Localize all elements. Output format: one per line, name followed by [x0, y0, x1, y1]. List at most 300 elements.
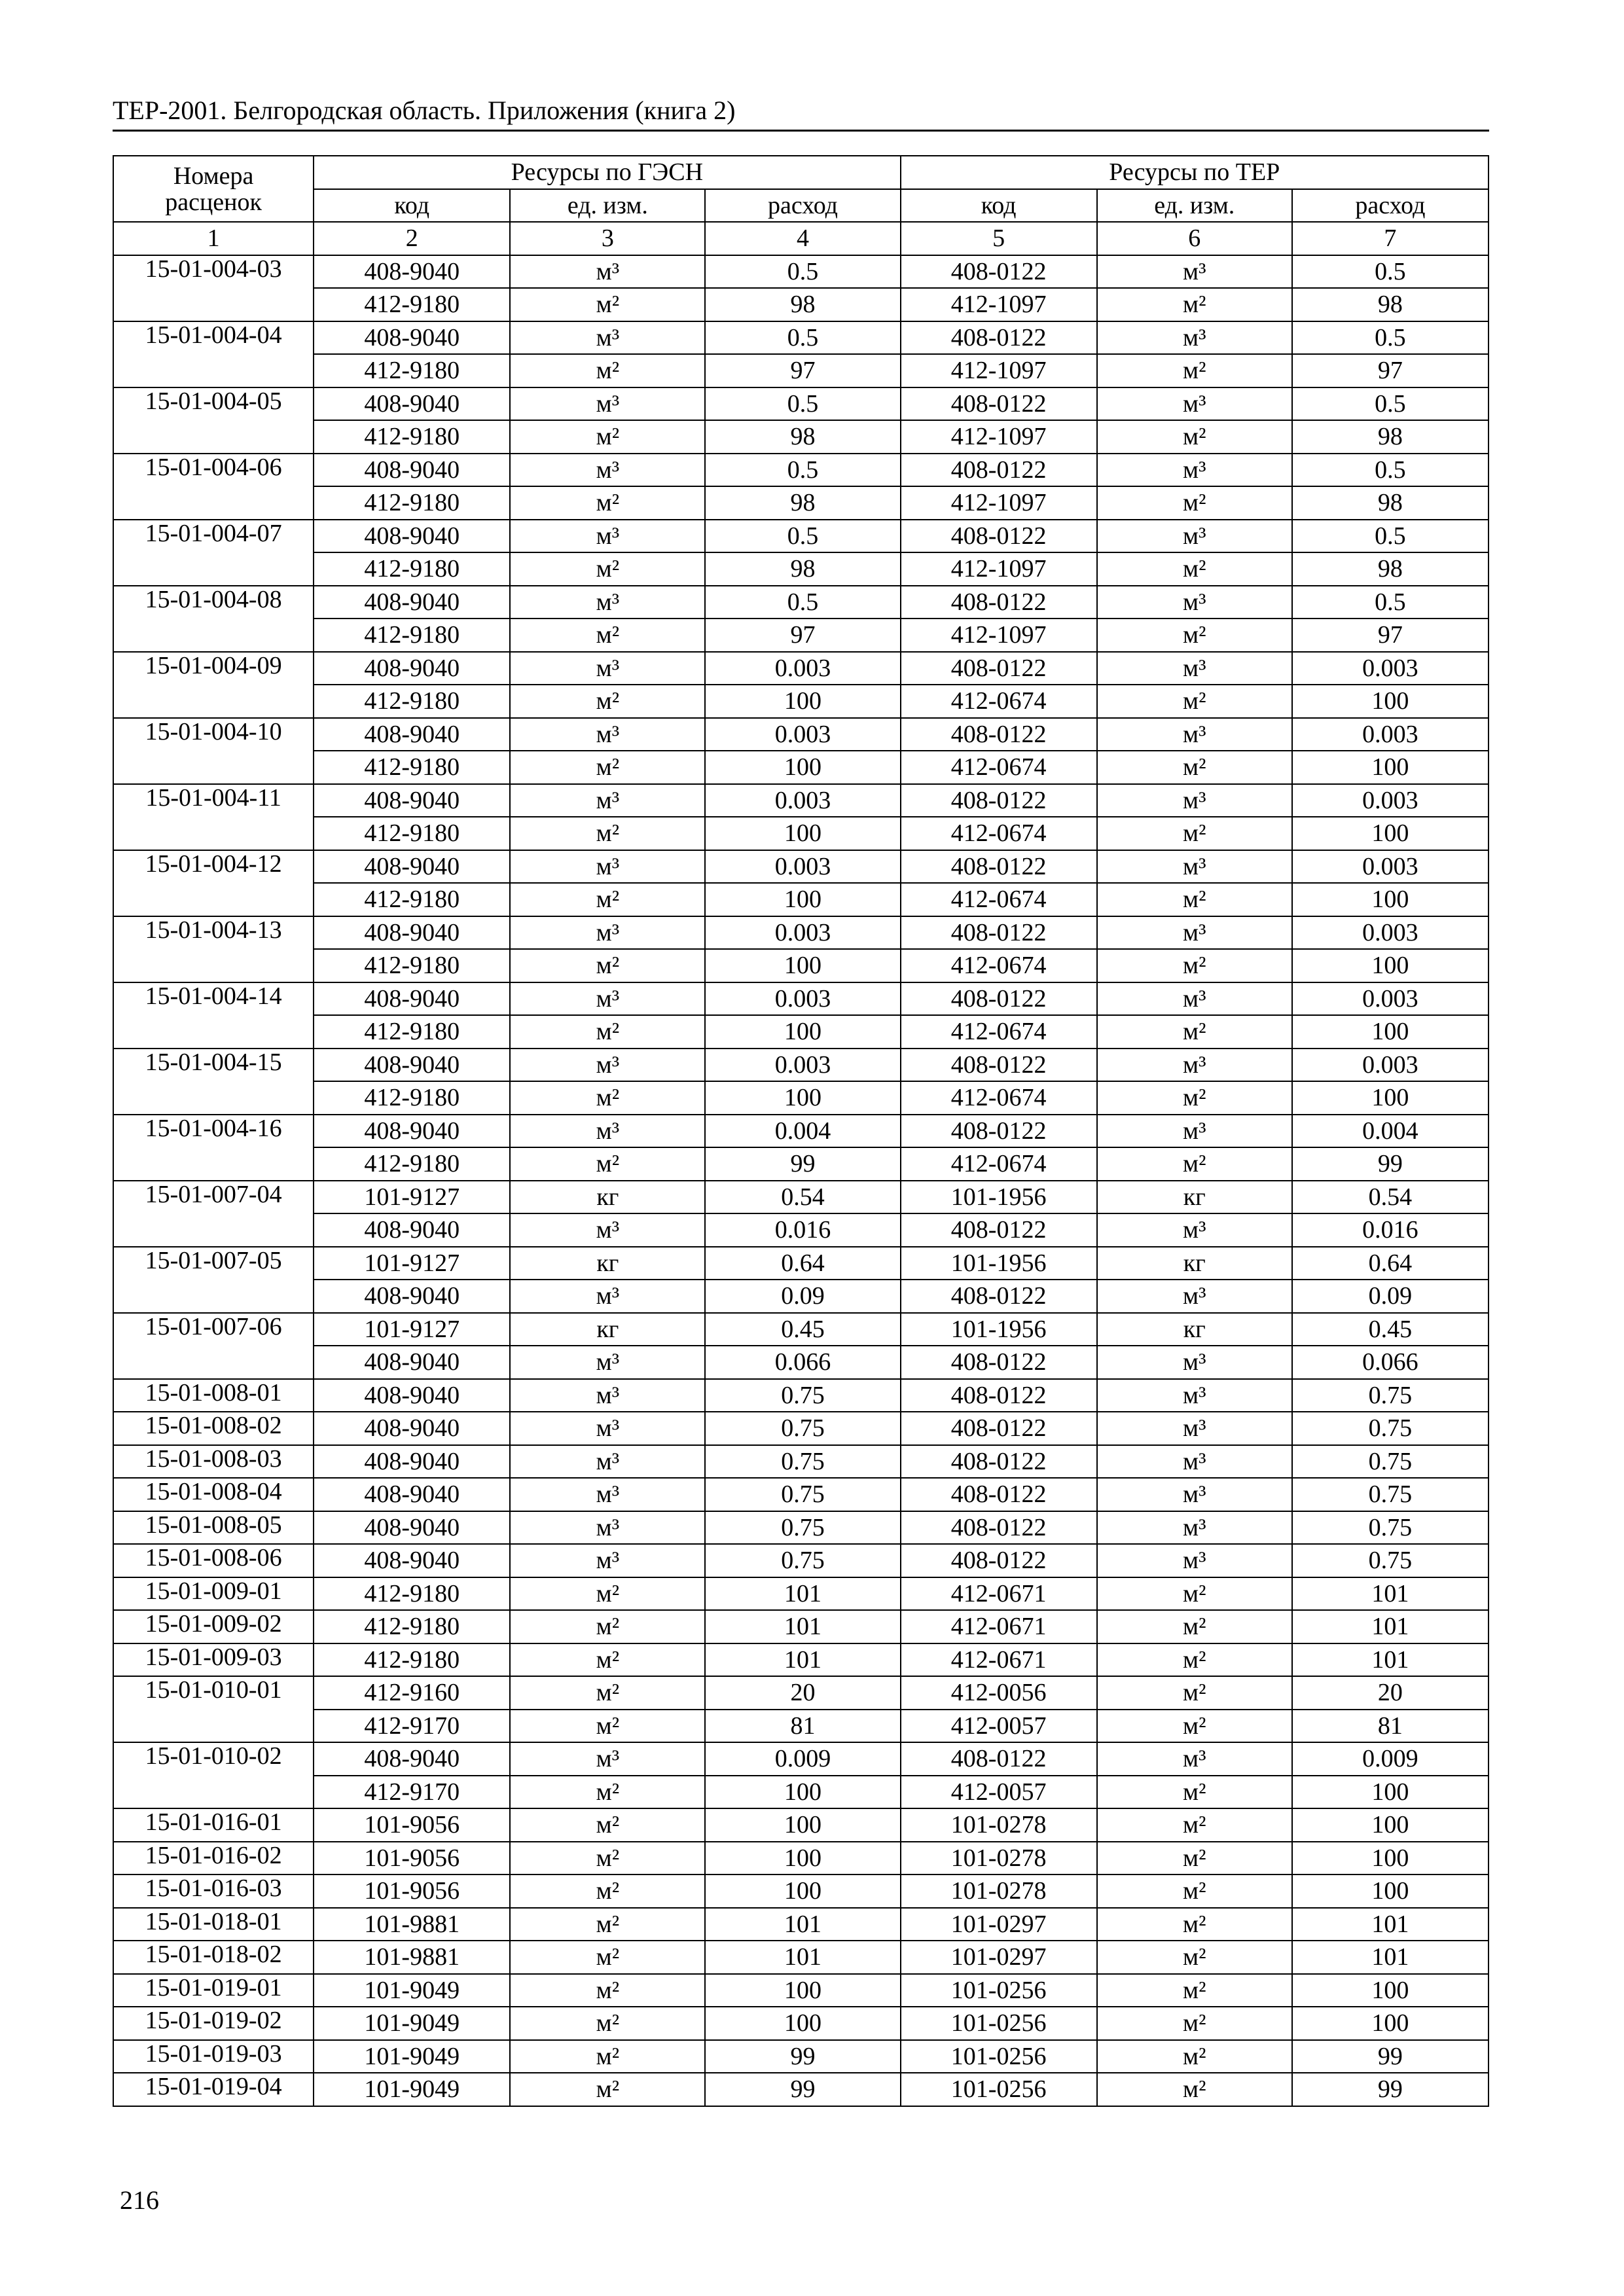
- gesn-consumption-cell: 0.54: [705, 1181, 900, 1214]
- ter-consumption-cell: 97: [1292, 619, 1489, 652]
- ter-consumption-cell: 101: [1292, 1908, 1489, 1941]
- gesn-code-cell: 412-9180: [314, 751, 510, 784]
- gesn-consumption-cell: 0.003: [705, 850, 900, 884]
- ter-code-cell: 408-0122: [901, 1478, 1097, 1511]
- gesn-consumption-cell: 100: [705, 1776, 900, 1809]
- ter-consumption-cell: 99: [1292, 2040, 1489, 2073]
- ter-code-cell: 412-1097: [901, 552, 1097, 586]
- gesn-code-cell: 101-9127: [314, 1313, 510, 1346]
- gesn-unit-cell: м³: [510, 1478, 705, 1511]
- gesn-consumption-cell: 98: [705, 288, 900, 321]
- ter-code-cell: 408-0122: [901, 1213, 1097, 1247]
- ter-code-cell: 408-0122: [901, 850, 1097, 884]
- ter-code-cell: 408-0122: [901, 586, 1097, 619]
- gesn-unit-cell: м²: [510, 1808, 705, 1842]
- gesn-consumption-cell: 101: [705, 1941, 900, 1974]
- ter-unit-cell: м³: [1097, 586, 1292, 619]
- gesn-consumption-cell: 0.5: [705, 255, 900, 289]
- ter-code-cell: 412-0674: [901, 949, 1097, 982]
- ter-code-cell: 101-0256: [901, 2007, 1097, 2040]
- ter-code-cell: 408-0122: [901, 1379, 1097, 1412]
- column-number-row: [113, 222, 1489, 255]
- gesn-consumption-cell: 97: [705, 354, 900, 387]
- ter-unit-cell: м³: [1097, 1115, 1292, 1148]
- gesn-consumption-cell: 0.45: [705, 1313, 900, 1346]
- ter-unit-cell: м²: [1097, 354, 1292, 387]
- table-row: [113, 1049, 1489, 1082]
- gesn-code-cell: 408-9040: [314, 1115, 510, 1148]
- ter-consumption-cell: 100: [1292, 949, 1489, 982]
- gesn-code-cell: 101-9881: [314, 1941, 510, 1974]
- table-row: [113, 255, 1489, 289]
- ter-unit-cell: м³: [1097, 1412, 1292, 1445]
- gesn-code-cell: 101-9881: [314, 1908, 510, 1941]
- ter-consumption-cell: 0.64: [1292, 1247, 1489, 1280]
- gesn-code-cell: 412-9170: [314, 1776, 510, 1809]
- ter-unit-cell: м²: [1097, 1974, 1292, 2007]
- ter-code-cell: 101-1956: [901, 1181, 1097, 1214]
- gesn-code-cell: 412-9180: [314, 354, 510, 387]
- ter-code-cell: 101-0278: [901, 1842, 1097, 1875]
- gesn-code-cell: 412-9180: [314, 486, 510, 520]
- gesn-consumption-cell: 0.09: [705, 1280, 900, 1313]
- ter-unit-cell: м²: [1097, 1874, 1292, 1908]
- gesn-unit-cell: м²: [510, 2007, 705, 2040]
- ter-consumption-cell: 0.5: [1292, 255, 1489, 289]
- rate-number-cell: 15-01-019-04: [113, 2073, 314, 2106]
- table-row: [113, 1147, 1489, 1181]
- table-row: [113, 718, 1489, 751]
- gesn-consumption-cell: 0.003: [705, 652, 900, 685]
- ter-consumption-cell: 100: [1292, 817, 1489, 850]
- ter-consumption-cell: 101: [1292, 1643, 1489, 1677]
- table-row: [113, 1676, 1489, 1710]
- ter-consumption-cell: 0.016: [1292, 1213, 1489, 1247]
- rate-number-cell: 15-01-009-02: [113, 1610, 314, 1643]
- ter-code-cell: 101-0297: [901, 1908, 1097, 1941]
- gesn-unit-cell: м²: [510, 2073, 705, 2106]
- gesn-unit-cell: м³: [510, 387, 705, 421]
- gesn-unit-cell: м²: [510, 1577, 705, 1611]
- gesn-consumption-cell: 0.009: [705, 1742, 900, 1776]
- gesn-code-cell: 408-9040: [314, 520, 510, 553]
- ter-consumption-cell: 0.75: [1292, 1478, 1489, 1511]
- table-row: [113, 454, 1489, 487]
- rate-number-cell: 15-01-008-01: [113, 1379, 314, 1412]
- ter-consumption-cell: 98: [1292, 288, 1489, 321]
- gesn-unit-cell: м³: [510, 520, 705, 553]
- ter-unit-cell: м³: [1097, 1445, 1292, 1479]
- ter-consumption-cell: 0.003: [1292, 652, 1489, 685]
- gesn-unit-cell: м³: [510, 454, 705, 487]
- ter-code-cell: 412-0671: [901, 1577, 1097, 1611]
- header-rule: [113, 130, 1489, 132]
- table-row: [113, 1081, 1489, 1115]
- ter-consumption-cell: 0.5: [1292, 586, 1489, 619]
- column-number: 1: [113, 222, 314, 255]
- table-row: [113, 1710, 1489, 1743]
- gesn-consumption-cell: 100: [705, 1974, 900, 2007]
- ter-unit-cell: м²: [1097, 949, 1292, 982]
- ter-unit-cell: м³: [1097, 1379, 1292, 1412]
- gesn-unit-cell: м²: [510, 1941, 705, 1974]
- gesn-unit-cell: м³: [510, 652, 705, 685]
- ter-unit-cell: м³: [1097, 1511, 1292, 1545]
- ter-code-cell: 101-0256: [901, 2073, 1097, 2106]
- ter-unit-cell: м²: [1097, 288, 1292, 321]
- running-header: ТЕР-2001. Белгородская область. Приложения (книга 2): [113, 96, 736, 125]
- gesn-code-cell: 101-9049: [314, 2073, 510, 2106]
- ter-consumption-cell: 0.75: [1292, 1445, 1489, 1479]
- gesn-consumption-cell: 98: [705, 486, 900, 520]
- ter-code-cell: 412-0057: [901, 1710, 1097, 1743]
- gesn-code-cell: 412-9170: [314, 1710, 510, 1743]
- ter-code-cell: 412-0674: [901, 1081, 1097, 1115]
- ter-consumption-cell: 0.003: [1292, 916, 1489, 950]
- gesn-consumption-cell: 99: [705, 2073, 900, 2106]
- table-row: [113, 520, 1489, 553]
- ter-consumption-cell: 0.5: [1292, 520, 1489, 553]
- rate-number-cell: 15-01-019-03: [113, 2040, 314, 2073]
- gesn-code-cell: 408-9040: [314, 1049, 510, 1082]
- ter-consumption-cell: 100: [1292, 883, 1489, 916]
- ter-consumption-cell: 0.003: [1292, 718, 1489, 751]
- header-ter-consumption: расход: [1292, 189, 1489, 223]
- gesn-consumption-cell: 98: [705, 552, 900, 586]
- ter-unit-cell: кг: [1097, 1313, 1292, 1346]
- table-row: [113, 685, 1489, 718]
- rate-number-cell: 15-01-008-02: [113, 1412, 314, 1445]
- ter-unit-cell: м³: [1097, 321, 1292, 355]
- gesn-consumption-cell: 0.75: [705, 1544, 900, 1577]
- ter-unit-cell: м²: [1097, 1643, 1292, 1677]
- gesn-consumption-cell: 100: [705, 1874, 900, 1908]
- ter-code-cell: 408-0122: [901, 1445, 1097, 1479]
- gesn-code-cell: 408-9040: [314, 1511, 510, 1545]
- gesn-code-cell: 412-9180: [314, 1610, 510, 1643]
- ter-code-cell: 408-0122: [901, 255, 1097, 289]
- rate-number-cell: 15-01-008-03: [113, 1445, 314, 1479]
- table-row: [113, 883, 1489, 916]
- gesn-unit-cell: кг: [510, 1247, 705, 1280]
- ter-consumption-cell: 0.066: [1292, 1346, 1489, 1379]
- ter-consumption-cell: 0.003: [1292, 1049, 1489, 1082]
- ter-unit-cell: м²: [1097, 817, 1292, 850]
- ter-consumption-cell: 99: [1292, 1147, 1489, 1181]
- gesn-consumption-cell: 81: [705, 1710, 900, 1743]
- table-row: [113, 1544, 1489, 1577]
- table-row: [113, 288, 1489, 321]
- gesn-code-cell: 408-9040: [314, 1544, 510, 1577]
- ter-unit-cell: м²: [1097, 2007, 1292, 2040]
- gesn-code-cell: 408-9040: [314, 1478, 510, 1511]
- rate-number-cell: 15-01-018-02: [113, 1941, 314, 1974]
- ter-unit-cell: м²: [1097, 1676, 1292, 1710]
- gesn-code-cell: 101-9049: [314, 2007, 510, 2040]
- ter-code-cell: 412-1097: [901, 288, 1097, 321]
- gesn-consumption-cell: 100: [705, 883, 900, 916]
- gesn-consumption-cell: 0.016: [705, 1213, 900, 1247]
- gesn-code-cell: 408-9040: [314, 1742, 510, 1776]
- gesn-code-cell: 408-9040: [314, 1280, 510, 1313]
- gesn-code-cell: 412-9180: [314, 883, 510, 916]
- ter-code-cell: 408-0122: [901, 982, 1097, 1016]
- gesn-code-cell: 412-9180: [314, 420, 510, 454]
- ter-consumption-cell: 0.75: [1292, 1412, 1489, 1445]
- gesn-code-cell: 412-9180: [314, 619, 510, 652]
- ter-unit-cell: м²: [1097, 1710, 1292, 1743]
- ter-consumption-cell: 0.004: [1292, 1115, 1489, 1148]
- ter-consumption-cell: 0.003: [1292, 982, 1489, 1016]
- gesn-code-cell: 412-9180: [314, 949, 510, 982]
- gesn-consumption-cell: 100: [705, 2007, 900, 2040]
- ter-consumption-cell: 0.09: [1292, 1280, 1489, 1313]
- ter-unit-cell: м²: [1097, 1808, 1292, 1842]
- ter-consumption-cell: 100: [1292, 1842, 1489, 1875]
- gesn-unit-cell: м³: [510, 1346, 705, 1379]
- gesn-unit-cell: м²: [510, 1908, 705, 1941]
- ter-unit-cell: м³: [1097, 1478, 1292, 1511]
- ter-unit-cell: м³: [1097, 1213, 1292, 1247]
- gesn-code-cell: 408-9040: [314, 1379, 510, 1412]
- gesn-code-cell: 101-9049: [314, 2040, 510, 2073]
- rate-number-cell: 15-01-008-05: [113, 1511, 314, 1545]
- header-gesn-resources: Ресурсы по ГЭСН: [314, 156, 900, 189]
- ter-code-cell: 408-0122: [901, 454, 1097, 487]
- column-number: 5: [901, 222, 1097, 255]
- ter-consumption-cell: 100: [1292, 685, 1489, 718]
- gesn-unit-cell: м²: [510, 619, 705, 652]
- table-row: [113, 1280, 1489, 1313]
- ter-unit-cell: м³: [1097, 916, 1292, 950]
- ter-unit-cell: м²: [1097, 552, 1292, 586]
- ter-consumption-cell: 101: [1292, 1577, 1489, 1611]
- column-number: 7: [1292, 222, 1489, 255]
- gesn-consumption-cell: 100: [705, 817, 900, 850]
- rate-number-cell: 15-01-008-06: [113, 1544, 314, 1577]
- gesn-unit-cell: м³: [510, 1511, 705, 1545]
- ter-unit-cell: м²: [1097, 685, 1292, 718]
- ter-unit-cell: м³: [1097, 850, 1292, 884]
- rate-number-cell: 15-01-007-05: [113, 1247, 314, 1313]
- column-number: 2: [314, 222, 510, 255]
- gesn-unit-cell: м³: [510, 1115, 705, 1148]
- gesn-consumption-cell: 100: [705, 1808, 900, 1842]
- ter-unit-cell: кг: [1097, 1181, 1292, 1214]
- ter-consumption-cell: 0.45: [1292, 1313, 1489, 1346]
- gesn-unit-cell: м²: [510, 1643, 705, 1677]
- gesn-consumption-cell: 0.5: [705, 387, 900, 421]
- gesn-unit-cell: м³: [510, 916, 705, 950]
- gesn-consumption-cell: 0.5: [705, 520, 900, 553]
- ter-code-cell: 101-1956: [901, 1247, 1097, 1280]
- rate-number-cell: 15-01-004-06: [113, 454, 314, 520]
- table-row: [113, 552, 1489, 586]
- gesn-unit-cell: м²: [510, 552, 705, 586]
- ter-consumption-cell: 98: [1292, 552, 1489, 586]
- ter-unit-cell: м³: [1097, 1280, 1292, 1313]
- ter-code-cell: 412-1097: [901, 486, 1097, 520]
- ter-consumption-cell: 0.009: [1292, 1742, 1489, 1776]
- table-row: [113, 2007, 1489, 2040]
- rate-number-cell: 15-01-018-01: [113, 1908, 314, 1941]
- rate-number-cell: 15-01-004-12: [113, 850, 314, 916]
- gesn-unit-cell: м³: [510, 718, 705, 751]
- rate-number-cell: 15-01-004-15: [113, 1049, 314, 1115]
- gesn-code-cell: 412-9180: [314, 817, 510, 850]
- rate-number-cell: 15-01-004-16: [113, 1115, 314, 1181]
- gesn-code-cell: 408-9040: [314, 1412, 510, 1445]
- ter-consumption-cell: 100: [1292, 1081, 1489, 1115]
- table-row: [113, 420, 1489, 454]
- gesn-unit-cell: м²: [510, 1147, 705, 1181]
- table-row: [113, 1842, 1489, 1875]
- rate-number-cell: 15-01-016-02: [113, 1842, 314, 1875]
- gesn-unit-cell: м³: [510, 1412, 705, 1445]
- ter-unit-cell: м³: [1097, 1544, 1292, 1577]
- gesn-unit-cell: кг: [510, 1313, 705, 1346]
- gesn-code-cell: 412-9180: [314, 1643, 510, 1677]
- ter-consumption-cell: 97: [1292, 354, 1489, 387]
- ter-unit-cell: м²: [1097, 1081, 1292, 1115]
- gesn-consumption-cell: 100: [705, 1842, 900, 1875]
- ter-unit-cell: м³: [1097, 255, 1292, 289]
- rate-number-cell: 15-01-009-01: [113, 1577, 314, 1611]
- table-row: [113, 2040, 1489, 2073]
- table-row: [113, 982, 1489, 1016]
- gesn-unit-cell: м³: [510, 1379, 705, 1412]
- gesn-consumption-cell: 0.003: [705, 1049, 900, 1082]
- rate-number-cell: 15-01-008-04: [113, 1478, 314, 1511]
- ter-unit-cell: м²: [1097, 1842, 1292, 1875]
- ter-code-cell: 412-0056: [901, 1676, 1097, 1710]
- rate-number-cell: 15-01-004-10: [113, 718, 314, 784]
- gesn-unit-cell: м³: [510, 1445, 705, 1479]
- gesn-unit-cell: м²: [510, 486, 705, 520]
- gesn-unit-cell: м³: [510, 1742, 705, 1776]
- column-number: 6: [1097, 222, 1292, 255]
- ter-consumption-cell: 0.54: [1292, 1181, 1489, 1214]
- rate-number-cell: 15-01-004-14: [113, 982, 314, 1049]
- ter-code-cell: 101-0297: [901, 1941, 1097, 1974]
- table-row: [113, 1643, 1489, 1677]
- ter-code-cell: 412-1097: [901, 420, 1097, 454]
- ter-consumption-cell: 100: [1292, 1015, 1489, 1049]
- rate-number-cell: 15-01-019-01: [113, 1974, 314, 2007]
- ter-code-cell: 101-0278: [901, 1874, 1097, 1908]
- table-row: [113, 817, 1489, 850]
- gesn-code-cell: 412-9180: [314, 552, 510, 586]
- table-row: [113, 1908, 1489, 1941]
- ter-unit-cell: м²: [1097, 486, 1292, 520]
- gesn-unit-cell: м³: [510, 1213, 705, 1247]
- gesn-unit-cell: м²: [510, 1710, 705, 1743]
- gesn-consumption-cell: 101: [705, 1643, 900, 1677]
- gesn-consumption-cell: 100: [705, 1015, 900, 1049]
- table-row: [113, 652, 1489, 685]
- gesn-code-cell: 412-9180: [314, 1081, 510, 1115]
- gesn-code-cell: 408-9040: [314, 586, 510, 619]
- gesn-consumption-cell: 97: [705, 619, 900, 652]
- gesn-consumption-cell: 99: [705, 1147, 900, 1181]
- gesn-consumption-cell: 0.003: [705, 982, 900, 1016]
- gesn-unit-cell: м²: [510, 949, 705, 982]
- gesn-unit-cell: м²: [510, 1081, 705, 1115]
- ter-code-cell: 408-0122: [901, 1049, 1097, 1082]
- rate-number-cell: 15-01-004-03: [113, 255, 314, 321]
- gesn-code-cell: 408-9040: [314, 1213, 510, 1247]
- gesn-unit-cell: м³: [510, 982, 705, 1016]
- ter-code-cell: 408-0122: [901, 520, 1097, 553]
- ter-consumption-cell: 100: [1292, 1974, 1489, 2007]
- ter-unit-cell: м²: [1097, 1941, 1292, 1974]
- ter-unit-cell: м²: [1097, 2073, 1292, 2106]
- column-number: 3: [510, 222, 705, 255]
- ter-code-cell: 408-0122: [901, 1544, 1097, 1577]
- gesn-unit-cell: м²: [510, 1015, 705, 1049]
- table-row: [113, 1511, 1489, 1545]
- gesn-code-cell: 412-9180: [314, 1577, 510, 1611]
- gesn-unit-cell: м³: [510, 850, 705, 884]
- table-row: [113, 354, 1489, 387]
- rate-number-cell: 15-01-009-03: [113, 1643, 314, 1677]
- gesn-consumption-cell: 0.5: [705, 321, 900, 355]
- ter-code-cell: 408-0122: [901, 652, 1097, 685]
- ter-unit-cell: м³: [1097, 1049, 1292, 1082]
- gesn-consumption-cell: 0.066: [705, 1346, 900, 1379]
- ter-consumption-cell: 101: [1292, 1941, 1489, 1974]
- header-gesn-unit: ед. изм.: [510, 189, 705, 223]
- rate-number-cell: 15-01-010-01: [113, 1676, 314, 1742]
- table-row: [113, 619, 1489, 652]
- gesn-consumption-cell: 0.003: [705, 718, 900, 751]
- table-row: [113, 1874, 1489, 1908]
- table-row: [113, 1445, 1489, 1479]
- gesn-code-cell: 101-9049: [314, 1974, 510, 2007]
- gesn-unit-cell: м³: [510, 1280, 705, 1313]
- gesn-unit-cell: м³: [510, 321, 705, 355]
- column-number: 4: [705, 222, 900, 255]
- gesn-code-cell: 412-9160: [314, 1676, 510, 1710]
- rate-number-cell: 15-01-016-01: [113, 1808, 314, 1842]
- gesn-code-cell: 408-9040: [314, 850, 510, 884]
- ter-code-cell: 412-0057: [901, 1776, 1097, 1809]
- gesn-code-cell: 408-9040: [314, 982, 510, 1016]
- ter-unit-cell: м³: [1097, 1742, 1292, 1776]
- rate-number-cell: 15-01-016-03: [113, 1874, 314, 1908]
- gesn-unit-cell: м²: [510, 1676, 705, 1710]
- ter-unit-cell: м³: [1097, 387, 1292, 421]
- gesn-code-cell: 101-9056: [314, 1808, 510, 1842]
- ter-code-cell: 408-0122: [901, 1280, 1097, 1313]
- ter-code-cell: 412-0674: [901, 751, 1097, 784]
- table-head: [113, 156, 1489, 255]
- gesn-unit-cell: м²: [510, 1974, 705, 2007]
- gesn-consumption-cell: 0.75: [705, 1379, 900, 1412]
- ter-consumption-cell: 0.5: [1292, 321, 1489, 355]
- table-row: [113, 486, 1489, 520]
- table-row: [113, 1478, 1489, 1511]
- header-ter-resources: Ресурсы по ТЕР: [901, 156, 1489, 189]
- table-row: [113, 1941, 1489, 1974]
- rate-number-cell: 15-01-004-05: [113, 387, 314, 454]
- ter-code-cell: 408-0122: [901, 916, 1097, 950]
- table-body: [113, 255, 1489, 2106]
- ter-consumption-cell: 0.003: [1292, 784, 1489, 817]
- gesn-code-cell: 408-9040: [314, 387, 510, 421]
- ter-unit-cell: м³: [1097, 718, 1292, 751]
- ter-unit-cell: м²: [1097, 1577, 1292, 1611]
